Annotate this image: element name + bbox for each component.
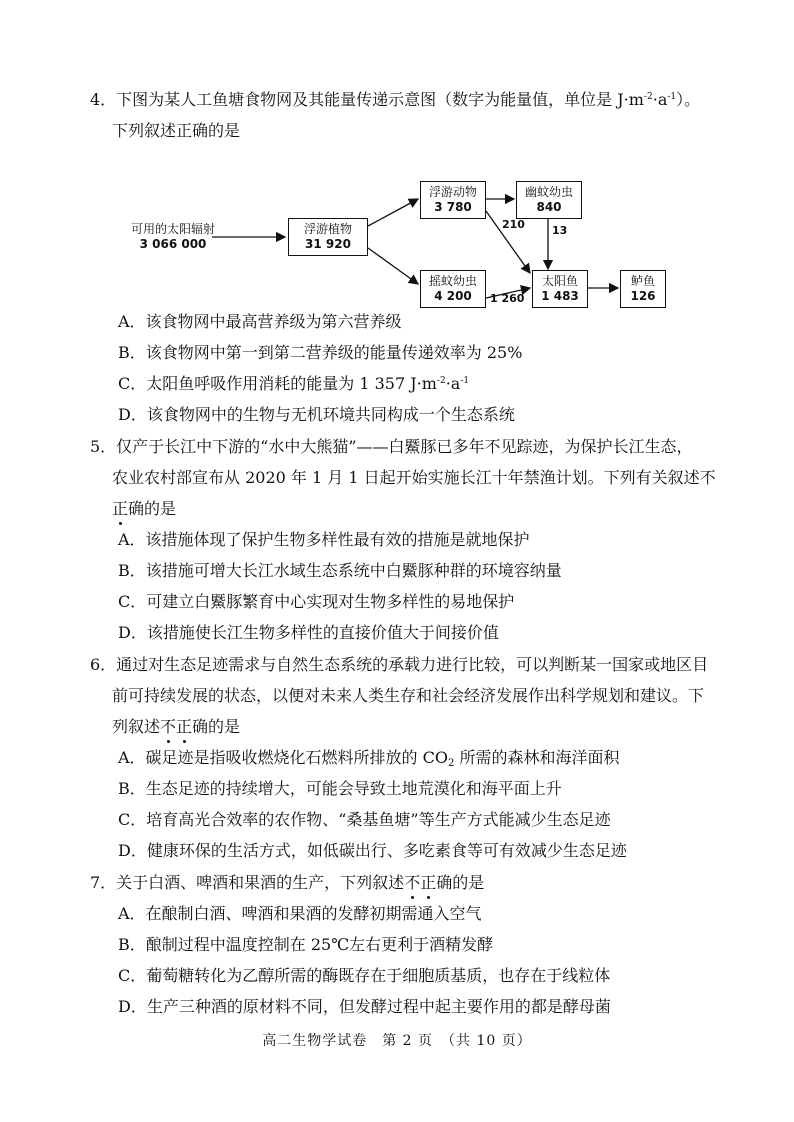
- arrow-phyto-to-yaowen: [368, 248, 418, 284]
- node-zooplankton: 浮游动物 3 780: [420, 181, 486, 219]
- edge-label-zoo-sunfish: 210: [502, 218, 525, 231]
- q5-option-d: D．该措施使长江生物多样性的直接价值大于间接价值: [118, 623, 499, 642]
- emphasis-dot-char: 正: [176, 717, 193, 736]
- edge-label-yaowen-sunfish: 1 260: [490, 292, 525, 305]
- node-sunfish: 太阳鱼 1 483: [532, 270, 588, 308]
- q7-stem-line1: 7．关于白酒、啤酒和果酒的生产，下列叙述不正确的是: [90, 873, 485, 892]
- q6-option-c: C．培育高光合效率的农作物、“桑基鱼塘”等生产方式能减少生态足迹: [118, 810, 611, 829]
- q4-stem-line2: 下列叙述正确的是: [112, 121, 241, 140]
- q4-stem-line1: 4．下图为某人工鱼塘食物网及其能量传递示意图（数字为能量值，单位是 $J\cdot m^{-2}\cdot a^{-1}$）。: [90, 90, 701, 109]
- q5-option-a: A．该措施体现了保护生物多样性最有效的措施是就地保护: [118, 530, 530, 549]
- q6-stem-line3: 列叙述不正确的是: [112, 717, 241, 736]
- q5-option-b: B．该措施可增大长江水域生态系统中白鱀豚种群的环境容纳量: [118, 561, 562, 580]
- page-footer: 高二生物学试卷 第 2 页 （共 10 页）: [262, 1033, 532, 1049]
- q5-stem-line2: 农业农村部宣布从 2020 年 1 月 1 日起开始实施长江十年禁渔计划。下列有关叙述不: [112, 468, 716, 487]
- q7-option-a: A．在酿制白酒、啤酒和果酒的发酵初期需通入空气: [118, 904, 482, 923]
- q4-option-a: A．该食物网中最高营养级为第六营养级: [118, 312, 402, 331]
- q6-option-b: B．生态足迹的持续增大，可能会导致土地荒漠化和海平面上升: [118, 779, 562, 798]
- node-bass: 鲈鱼 126: [620, 270, 666, 308]
- q5-stem-line3: 正确的是: [112, 499, 177, 518]
- arrow-phyto-to-zoo: [368, 199, 418, 226]
- q7-option-d: D．生产三种酒的原材料不同，但发酵过程中起主要作用的都是酵母菌: [118, 997, 611, 1016]
- q5-option-c: C．可建立白鱀豚繁育中心实现对生物多样性的易地保护: [118, 592, 515, 611]
- emphasis-dot-char: 不: [404, 873, 421, 892]
- q4-option-b: B．该食物网中第一到第二营养级的能量传递效率为 25%: [118, 343, 523, 362]
- q7-option-c: C．葡萄糖转化为乙醇所需的酶既存在于细胞质基质，也存在于线粒体: [118, 966, 611, 985]
- q7-option-b: B．酿制过程中温度控制在 25℃左右更利于酒精发酵: [118, 935, 494, 954]
- emphasis-dot-char: 不: [160, 717, 177, 736]
- q4-option-d: D．该食物网中的生物与无机环境共同构成一个生态系统: [118, 405, 515, 424]
- q6-stem-line2: 前可持续发展的状态，以便对未来人类生存和社会经济发展作出科学规划和建议。下: [112, 686, 705, 705]
- node-yaowen-larva: 摇蚊幼虫 4 200: [420, 270, 486, 308]
- food-web-diagram: [130, 176, 670, 316]
- q4-option-c: C．太阳鱼呼吸作用消耗的能量为 1 357 $J\cdot m^{-2}\cdot a^{-1}$: [118, 374, 470, 393]
- q6-stem-line1: 6．通过对生态足迹需求与自然生态系统的承载力进行比较，可以判断某一国家或地区目: [90, 655, 709, 674]
- emphasis-dot-char: 正: [420, 873, 437, 892]
- node-youwen-larva: 幽蚊幼虫 840: [516, 181, 582, 219]
- edge-label-youwen-sunfish: 13: [552, 224, 568, 237]
- q6-option-d: D．健康环保的生活方式，如低碳出行、多吃素食等可有效减少生态足迹: [118, 841, 627, 860]
- sunlight-source: 可用的太阳辐射 3 066 000: [130, 222, 215, 251]
- node-phytoplankton: 浮游植物 31 920: [288, 218, 368, 256]
- q6-option-a: A．碳足迹是指吸收燃烧化石燃料所排放的 $CO_2$ 所需的森林和海洋面积: [118, 748, 620, 769]
- emphasis-dot-char: 正: [112, 499, 129, 518]
- q5-stem-line1: 5．仅产于长江中下游的“水中大熊猫”——白鱀豚已多年不见踪迹，为保护长江生态，: [90, 437, 693, 456]
